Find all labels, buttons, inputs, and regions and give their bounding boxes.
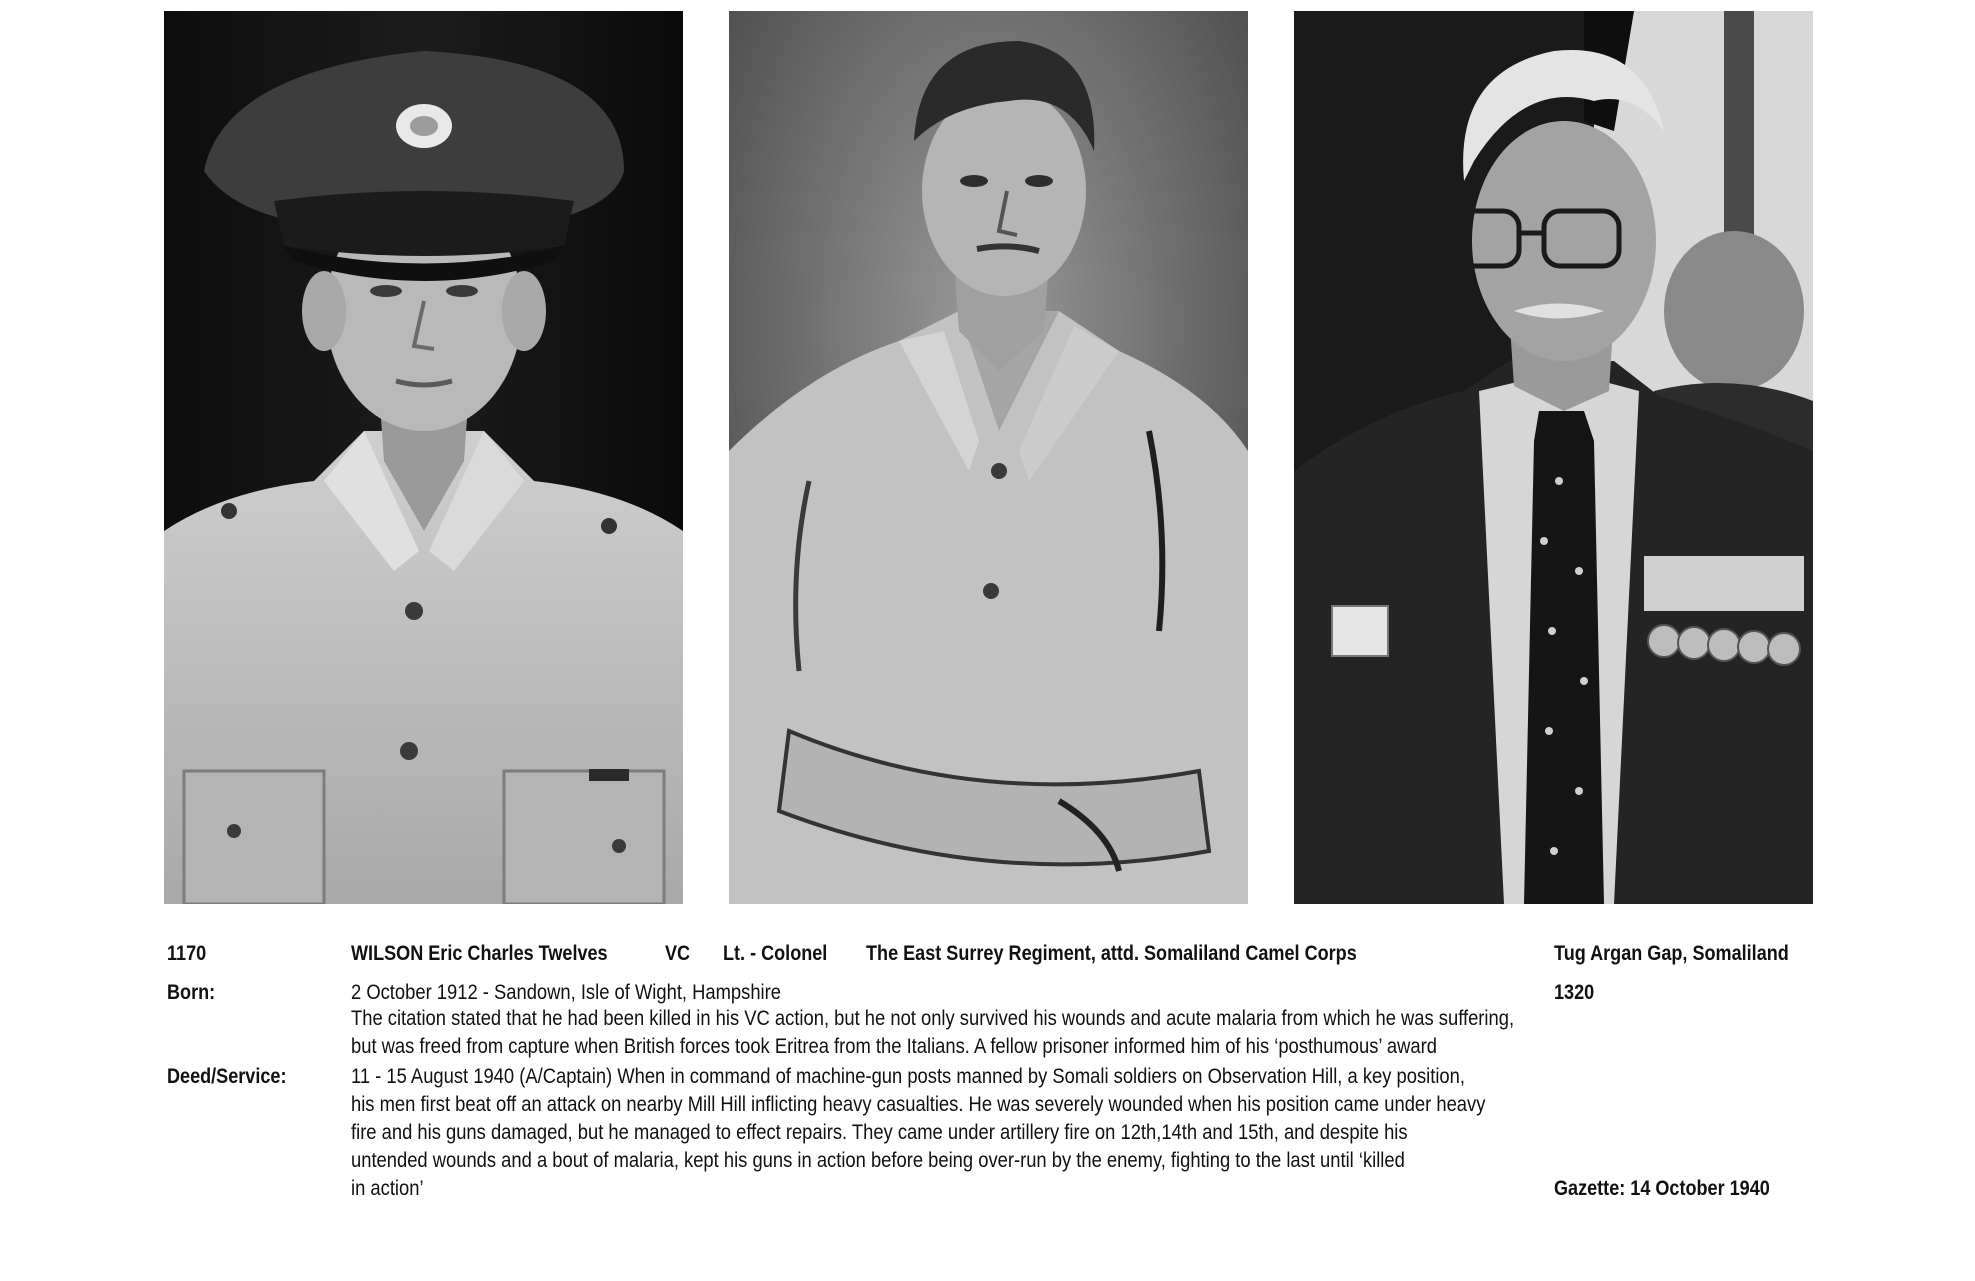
action-location: Tug Argan Gap, Somaliland bbox=[1554, 942, 1789, 965]
deed-label: Deed/Service: bbox=[167, 1065, 287, 1088]
born-label: Born: bbox=[167, 981, 216, 1004]
deed-line: his men first beat off an attack on nearby Mill Hill inflicting heavy casualties. He was severely wounded when his position came under heavy bbox=[351, 1093, 1486, 1116]
portrait-veteran-image bbox=[1294, 11, 1813, 904]
deed-line: 11 - 15 August 1940 (A/Captain) When in command of machine-gun posts manned by Somali soldiers on Observation Hill, a key position, bbox=[351, 1065, 1465, 1088]
born-details: 2 October 1912 - Sandown, Isle of Wight, Hampshire bbox=[351, 981, 781, 1004]
award-label: VC bbox=[665, 942, 691, 965]
portrait-sketch-image bbox=[729, 11, 1248, 904]
rank: Lt. - Colonel bbox=[723, 942, 828, 965]
portrait-cap-image bbox=[164, 11, 683, 904]
recipient-name: WILSON Eric Charles Twelves bbox=[351, 942, 608, 965]
regiment: The East Surrey Regiment, attd. Somaliland Camel Corps bbox=[866, 942, 1357, 965]
gazette-date: Gazette: 14 October 1940 bbox=[1554, 1177, 1770, 1200]
portrait-photo-cap bbox=[164, 11, 683, 904]
note-line: The citation stated that he had been killed in his VC action, but he not only survived his wounds and acute malaria from which he was suffering, bbox=[351, 1007, 1515, 1030]
page-reference: 1320 bbox=[1554, 981, 1595, 1004]
portrait-photo-veteran bbox=[1294, 11, 1813, 904]
record-number: 1170 bbox=[167, 942, 207, 965]
deed-line: fire and his guns damaged, but he managed to effect repairs. They came under artillery fire on 12th,14th and 15th, and despite his bbox=[351, 1121, 1408, 1144]
deed-line: untended wounds and a bout of malaria, kept his guns in action before being over-run by the enemy, fighting to the last until ‘killed bbox=[351, 1149, 1405, 1172]
portrait-sketch bbox=[729, 11, 1248, 904]
deed-line: in action’ bbox=[351, 1177, 424, 1200]
note-line: but was freed from capture when British forces took Eritrea from the Italians. A fellow prisoner informed him of his ‘posthumous’ award bbox=[351, 1035, 1437, 1058]
